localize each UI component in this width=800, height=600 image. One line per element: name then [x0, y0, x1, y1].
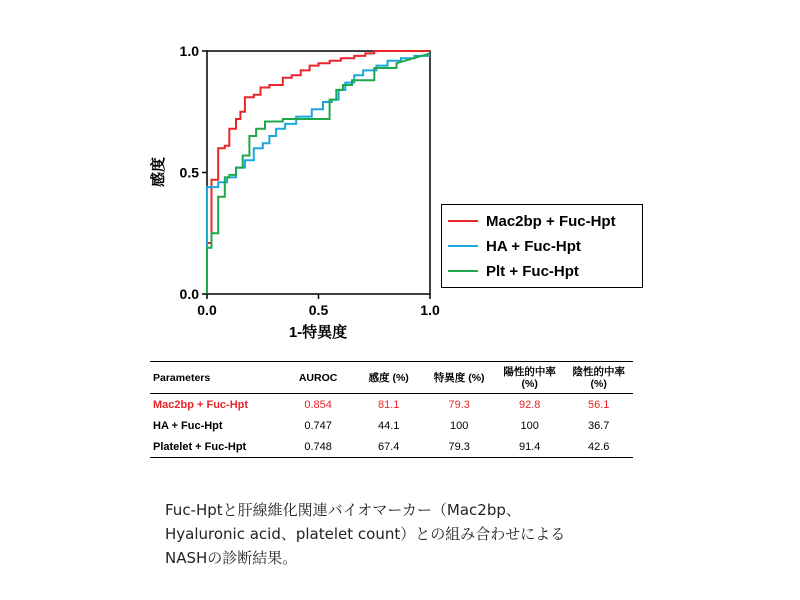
figure-caption — [165, 498, 765, 570]
header-parameters: Parameters — [150, 362, 282, 394]
row-ppv: 92.8 — [518, 398, 541, 411]
x-tick-label: 0.0 — [197, 302, 217, 318]
row-name: HA + Fuc-Hpt — [153, 419, 223, 432]
caption-line-3: NASHの診断結果。 — [165, 549, 298, 567]
legend-label-ha: HA + Fuc-Hpt — [486, 237, 581, 255]
row-sensitivity: 81.1 — [377, 398, 400, 411]
header-npv-line2: (%) — [590, 377, 607, 390]
series-line-mac2bp-fuc-hpt — [207, 51, 430, 294]
legend-swatch-ha — [448, 245, 478, 247]
row-name: Mac2bp + Fuc-Hpt — [153, 398, 249, 411]
y-tick-label: 0.5 — [179, 164, 199, 181]
x-tick-label: 0.5 — [308, 302, 329, 318]
series-layer — [207, 51, 430, 294]
table-header-row — [150, 362, 633, 394]
header-ppv-line2: (%) — [521, 377, 538, 390]
row-auroc: 0.854 — [304, 398, 332, 411]
legend-item-ha — [442, 236, 581, 256]
y-tick-label: 1.0 — [179, 43, 199, 59]
y-tick-label: 0.0 — [179, 286, 199, 302]
row-auroc: 0.748 — [282, 436, 354, 458]
row-npv: 56.1 — [588, 398, 610, 411]
row-sensitivity: 67.4 — [354, 436, 424, 458]
row-specificity: 79.3 — [448, 398, 470, 411]
results-table — [150, 361, 633, 458]
row-npv: 42.6 — [564, 436, 633, 458]
row-specificity: 79.3 — [423, 436, 494, 458]
legend-label-plt: Plt + Fuc-Hpt — [486, 262, 579, 280]
header-auroc: AUROC — [282, 362, 354, 394]
caption-line-2: Hyaluronic acid、platelet count）との組み合わせによる — [165, 525, 566, 543]
series-line-plt-fuc-hpt — [207, 53, 430, 294]
legend-item-mac2bp — [442, 211, 616, 231]
row-specificity: 100 — [450, 419, 469, 432]
y-axis-label: 感度 — [150, 156, 167, 188]
legend-swatch-mac2bp — [448, 220, 478, 222]
row-ppv: 100 — [520, 419, 539, 432]
table-row — [150, 415, 633, 436]
legend-swatch-plt — [448, 270, 478, 272]
row-npv: 36.7 — [588, 419, 610, 432]
caption-line-1: Fuc-Hptと肝線維化関連バイオマーカー（Mac2bp、 — [165, 501, 521, 519]
header-npv-line1: 陰性的中率 — [572, 365, 625, 378]
header-ppv — [495, 362, 565, 394]
legend-label-mac2bp: Mac2bp + Fuc-Hpt — [486, 212, 616, 230]
header-npv — [564, 362, 633, 394]
header-sensitivity: 感度 (%) — [354, 362, 424, 394]
x-axis-label: 1-特異度 — [288, 324, 348, 341]
plot-frame — [207, 51, 430, 294]
x-tick-label: 1.0 — [420, 302, 440, 318]
table-row — [150, 394, 633, 416]
table-body — [150, 394, 633, 458]
table-row — [150, 436, 633, 458]
row-auroc: 0.747 — [304, 419, 332, 432]
header-ppv-line1: 陽性的中率 — [503, 365, 556, 378]
legend-item-plt — [442, 261, 579, 281]
chart-legend — [441, 204, 643, 288]
row-ppv: 91.4 — [495, 436, 565, 458]
header-specificity: 特異度 (%) — [423, 362, 494, 394]
series-line-ha-fuc-hpt — [207, 56, 430, 294]
row-sensitivity: 44.1 — [377, 419, 400, 432]
row-name: Platelet + Fuc-Hpt — [150, 436, 282, 458]
